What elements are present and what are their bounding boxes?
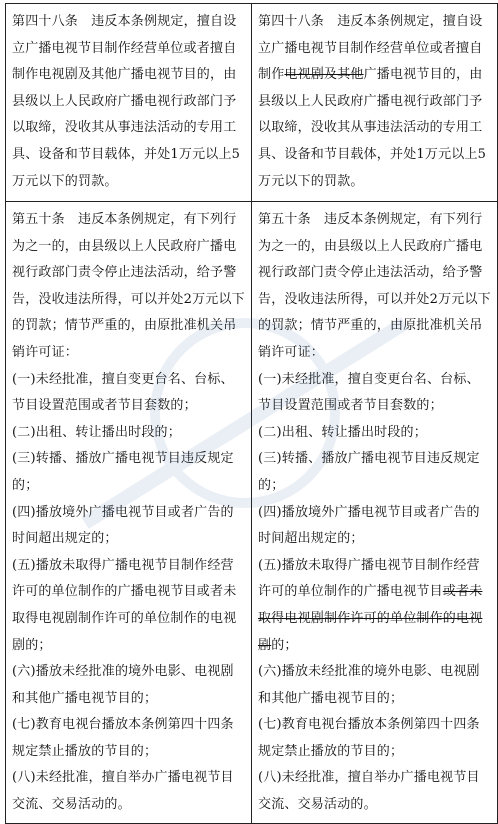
article-48-revised-after: 广播电视节目的，由县级以上人民政府广播电视行政部门予以取缔，没收其从事违法活动的专用工具、设备和节目载体，并处1万元以上5万元以下的罚款。 [258,67,487,189]
list-item: (四)播放境外广播电视节目或者广告的时间超出规定的； [258,504,480,547]
list-item: (六)播放未经批准的境外电影、电视剧和其他广播电视节目的； [258,664,480,706]
table-row [6,202,498,824]
article-48-original-cell [6,4,252,202]
list-item: (七)教育电视台播放本条例第四十四条规定禁止播放的节目的； [258,717,480,759]
list-item: (四)播放境外广播电视节目或者广告的时间超出规定的； [12,504,234,547]
article-50-revised-cell [252,202,498,824]
deleted-text: 电视剧及其他 [284,67,364,83]
list-item: (三)转播、播放广播电视节目违反规定的； [12,451,234,493]
comparison-sheet [5,3,491,813]
list-item: (七)教育电视台播放本条例第四十四条规定禁止播放的节目的； [12,717,234,759]
article-50-original-cell [6,202,252,824]
deleted-text: 或者未取得电视剧制作许可的单位制作的电视剧 [258,584,483,653]
list-item: (五)播放未取得广播电视节目制作经营许可的单位制作的广播电视节目或者未取得电视剧制作许可的单位制作的电视剧的； [12,557,237,653]
article-50-revised-intro: 第五十条 违反本条例规定，有下列行为之一的，由县级以上人民政府广播电视行政部门责令停止违法活动，给予警告，没收违法所得，可以并处2万元以下的罚款；情节严重的，由原批准机关吊销许可证： [258,212,491,360]
list-item [258,553,491,659]
article-48-revised-before: 第四十八条 违反本条例规定，擅自设立广播电视节目制作经营单位或者擅自制作 [258,14,483,83]
article-48-revised-text [258,9,491,195]
list-item: (二)出租、转让播出时段的； [12,424,181,440]
article-48-revised-cell [252,4,498,202]
article-48-original-text: 第四十八条 违反本条例规定，擅自设立广播电视节目制作经营单位或者擅自制作电视剧及其他广播电视节目的，由县级以上人民政府广播电视行政部门予以取缔，没收其从事违法活动的专用工具、设备和节目载体，并处1万元以上5万元以下的罚款。 [12,14,241,189]
list-item: (六)播放未经批准的境外电影、电视剧和其他广播电视节目的； [12,664,234,706]
item5-before: (五)播放未取得广播电视节目制作经营许可的单位制作的广播电视节目 [258,557,480,600]
item5-after: 的； [271,637,298,653]
article-50-original-intro: 第五十条 违反本条例规定，有下列行为之一的，由县级以上人民政府广播电视行政部门责令停止违法活动，给予警告，没收违法所得，可以并处2万元以下的罚款；情节严重的，由原批准机关吊销许可证： [12,212,245,360]
table-row [6,4,498,202]
list-item: (一)未经批准，擅自变更台名、台标、节目设置范围或者节目套数的； [258,371,480,414]
list-item: (八)未经批准，擅自举办广播电视节目交流、交易活动的。 [12,770,234,813]
list-item: (一)未经批准，擅自变更台名、台标、节目设置范围或者节目套数的； [12,371,234,414]
list-item: (八)未经批准，擅自举办广播电视节目交流、交易活动的。 [258,770,480,813]
list-item: (二)出租、转让播出时段的； [258,424,427,440]
revision-comparison-table [5,3,498,824]
list-item: (三)转播、播放广播电视节目违反规定的； [258,451,480,493]
